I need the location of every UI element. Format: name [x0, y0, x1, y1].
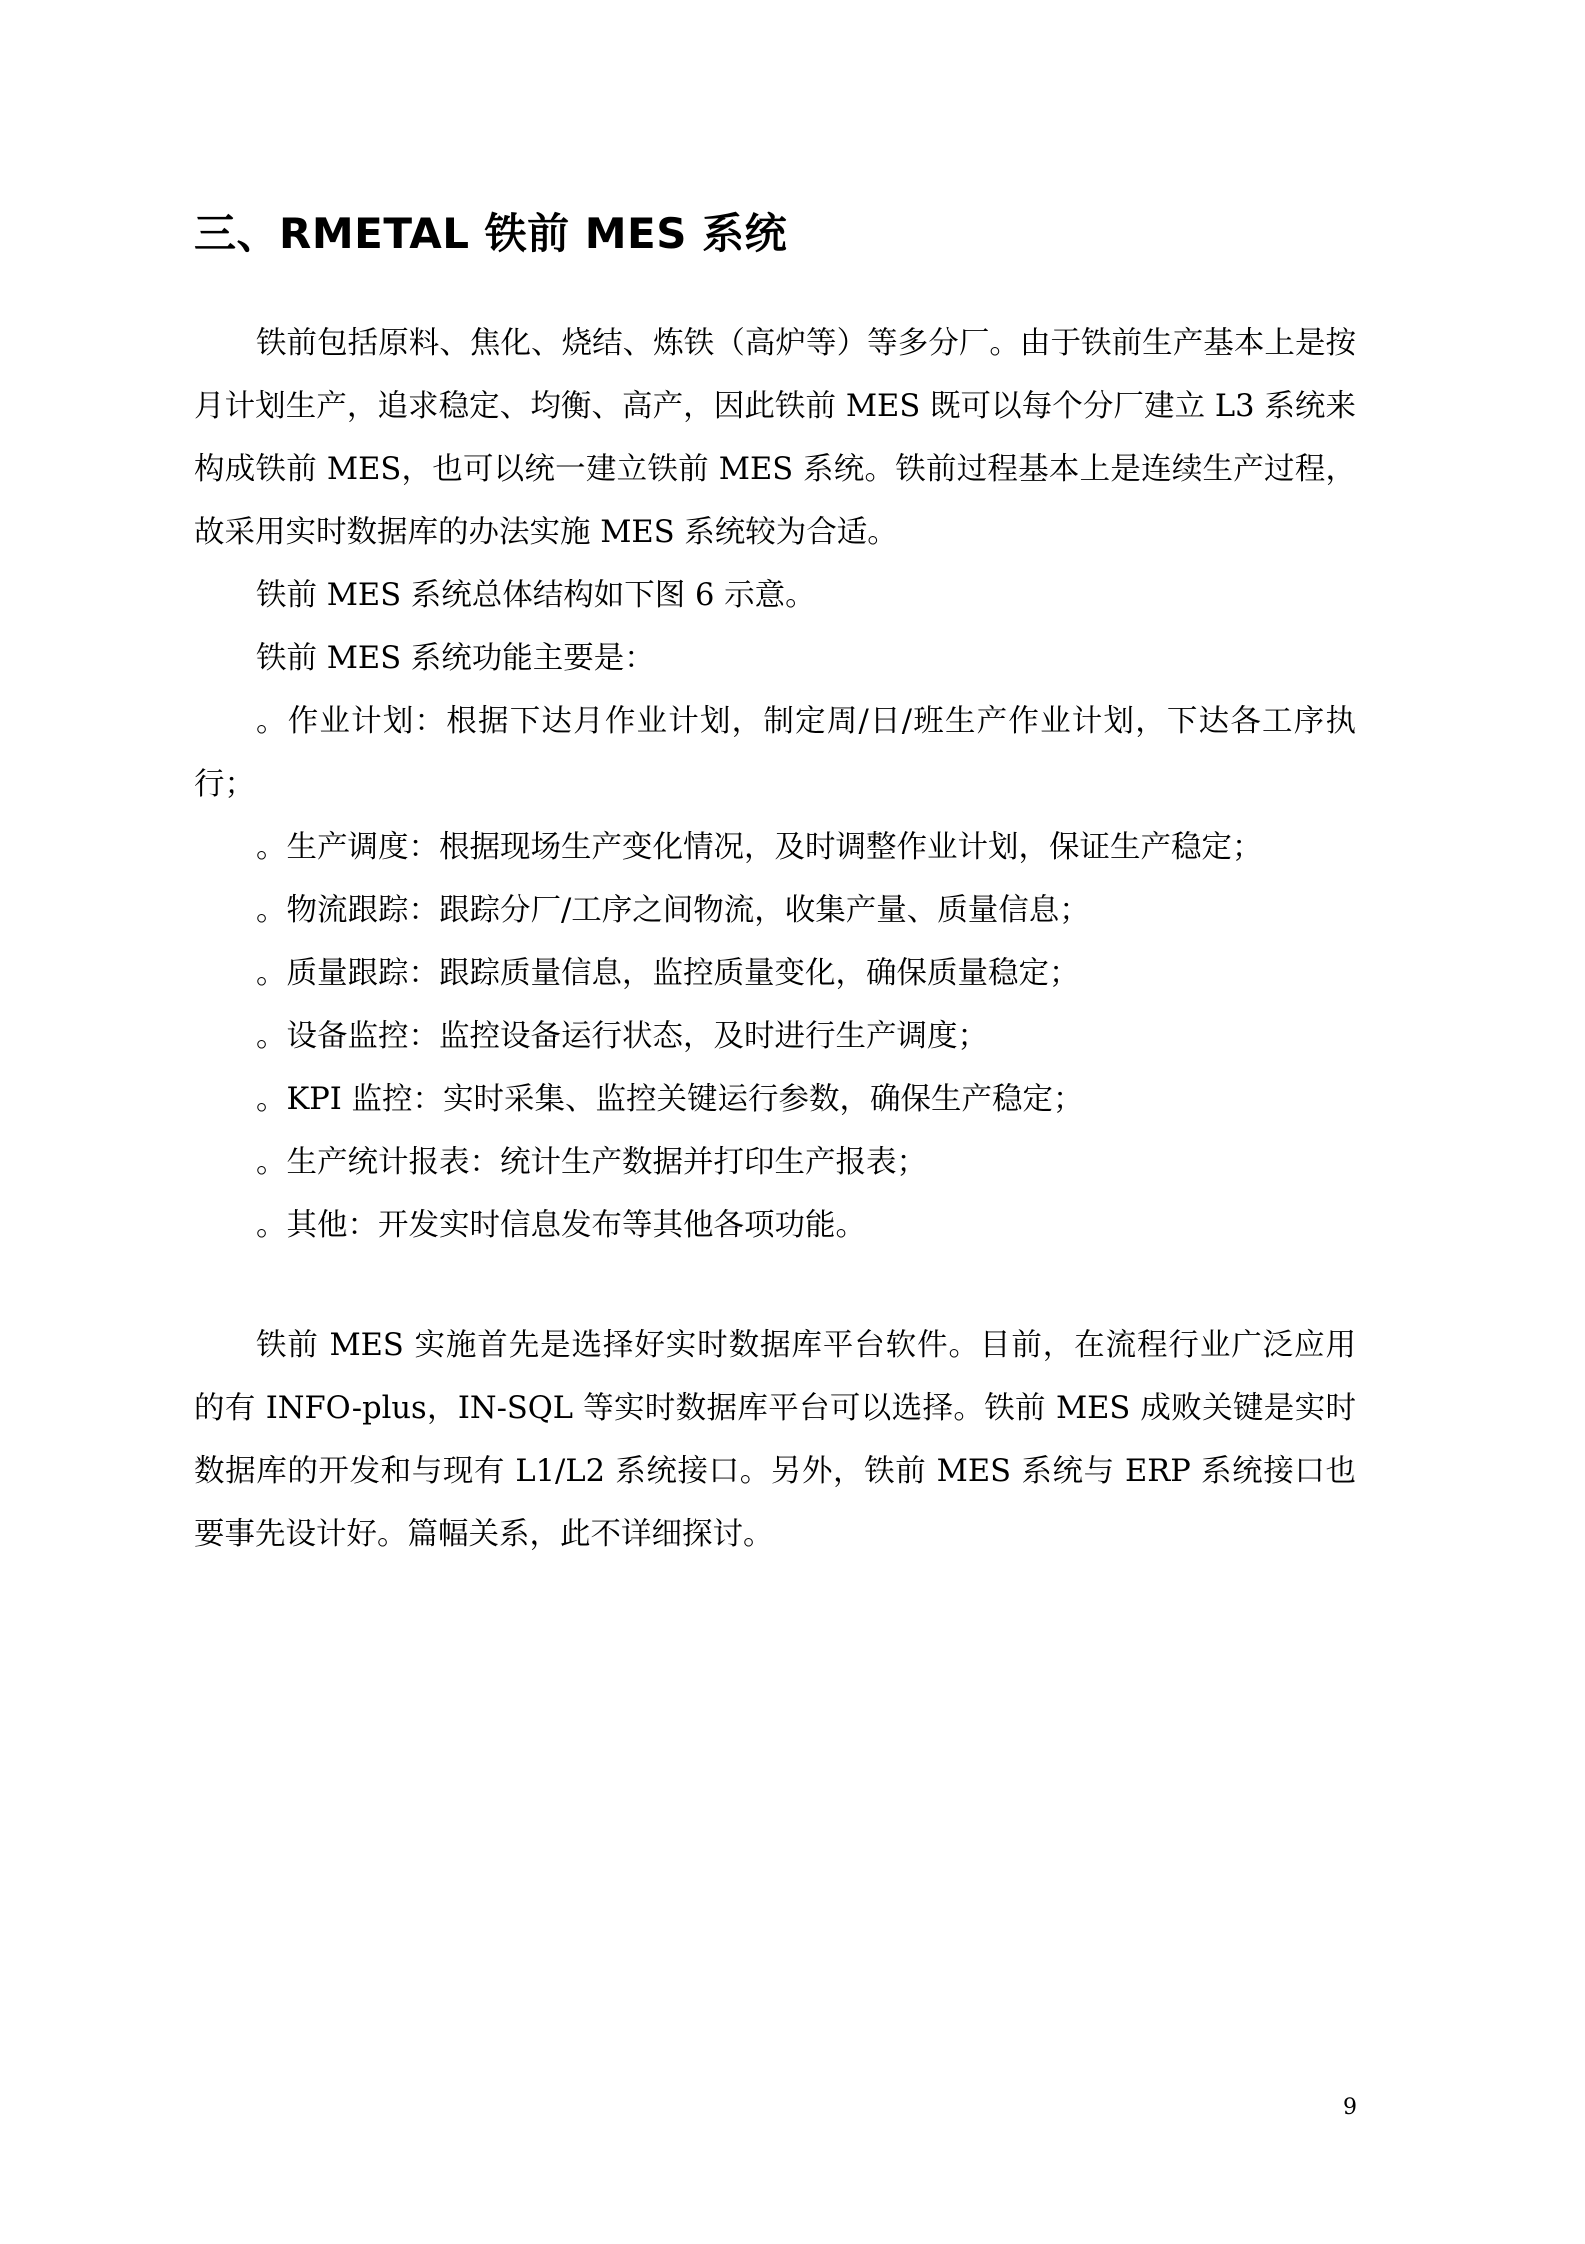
- list-item-kpi-monitoring: 。KPI 监控：实时采集、监控关键运行参数，确保生产稳定；: [256, 1082, 1084, 1117]
- body-text-bottom: [194, 1314, 1356, 1566]
- paragraph-structure: 铁前 MES 系统总体结构如下图 6 示意。: [256, 578, 816, 613]
- list-item-production-scheduling: 。生产调度：根据现场生产变化情况，及时调整作业计划，保证生产稳定；: [256, 830, 1263, 865]
- body-text-top: [194, 312, 1356, 1257]
- paragraph-implementation: 铁前 MES 实施首先是选择好实时数据库平台软件。目前，在流程行业广泛应用的有 INFO-plus，IN-SQL 等实时数据库平台可以选择。铁前 MES 成败关键是实时数据库的开发和与现有 L1/L2 系统接口。另外，铁前 MES 系统与 ERP 系统接口也要事先设计好。篇幅关系，此不详细探讨。: [194, 1328, 1356, 1552]
- list-item-logistics-tracking: 。物流跟踪：跟踪分厂/工序之间物流，收集产量、质量信息；: [256, 893, 1090, 928]
- list-item-statistics-reports: 。生产统计报表：统计生产数据并打印生产报表；: [256, 1145, 927, 1180]
- list-item-quality-tracking: 。质量跟踪：跟踪质量信息，监控质量变化，确保质量稳定；: [256, 956, 1080, 991]
- list-item-other: 。其他：开发实时信息发布等其他各项功能。: [256, 1208, 866, 1243]
- list-item-equipment-monitoring: 。设备监控：监控设备运行状态，及时进行生产调度；: [256, 1019, 988, 1054]
- section-heading: 三、RMETAL 铁前 MES 系统: [194, 209, 788, 258]
- page-number: 9: [1343, 2095, 1357, 2120]
- paragraph-functions-intro: 铁前 MES 系统功能主要是：: [256, 641, 655, 676]
- list-item-job-planning: 。作业计划：根据下达月作业计划，制定周/日/班生产作业计划，下达各工序执行；: [194, 704, 1356, 802]
- paragraph-intro: 铁前包括原料、焦化、烧结、炼铁（高炉等）等多分厂。由于铁前生产基本上是按月计划生产，追求稳定、均衡、高产，因此铁前 MES 既可以每个分厂建立 L3 系统来构成铁前 MES，也可以统一建立铁前 MES 系统。铁前过程基本上是连续生产过程，故采用实时数据库的办法实施 MES 系统较为合适。: [194, 326, 1356, 550]
